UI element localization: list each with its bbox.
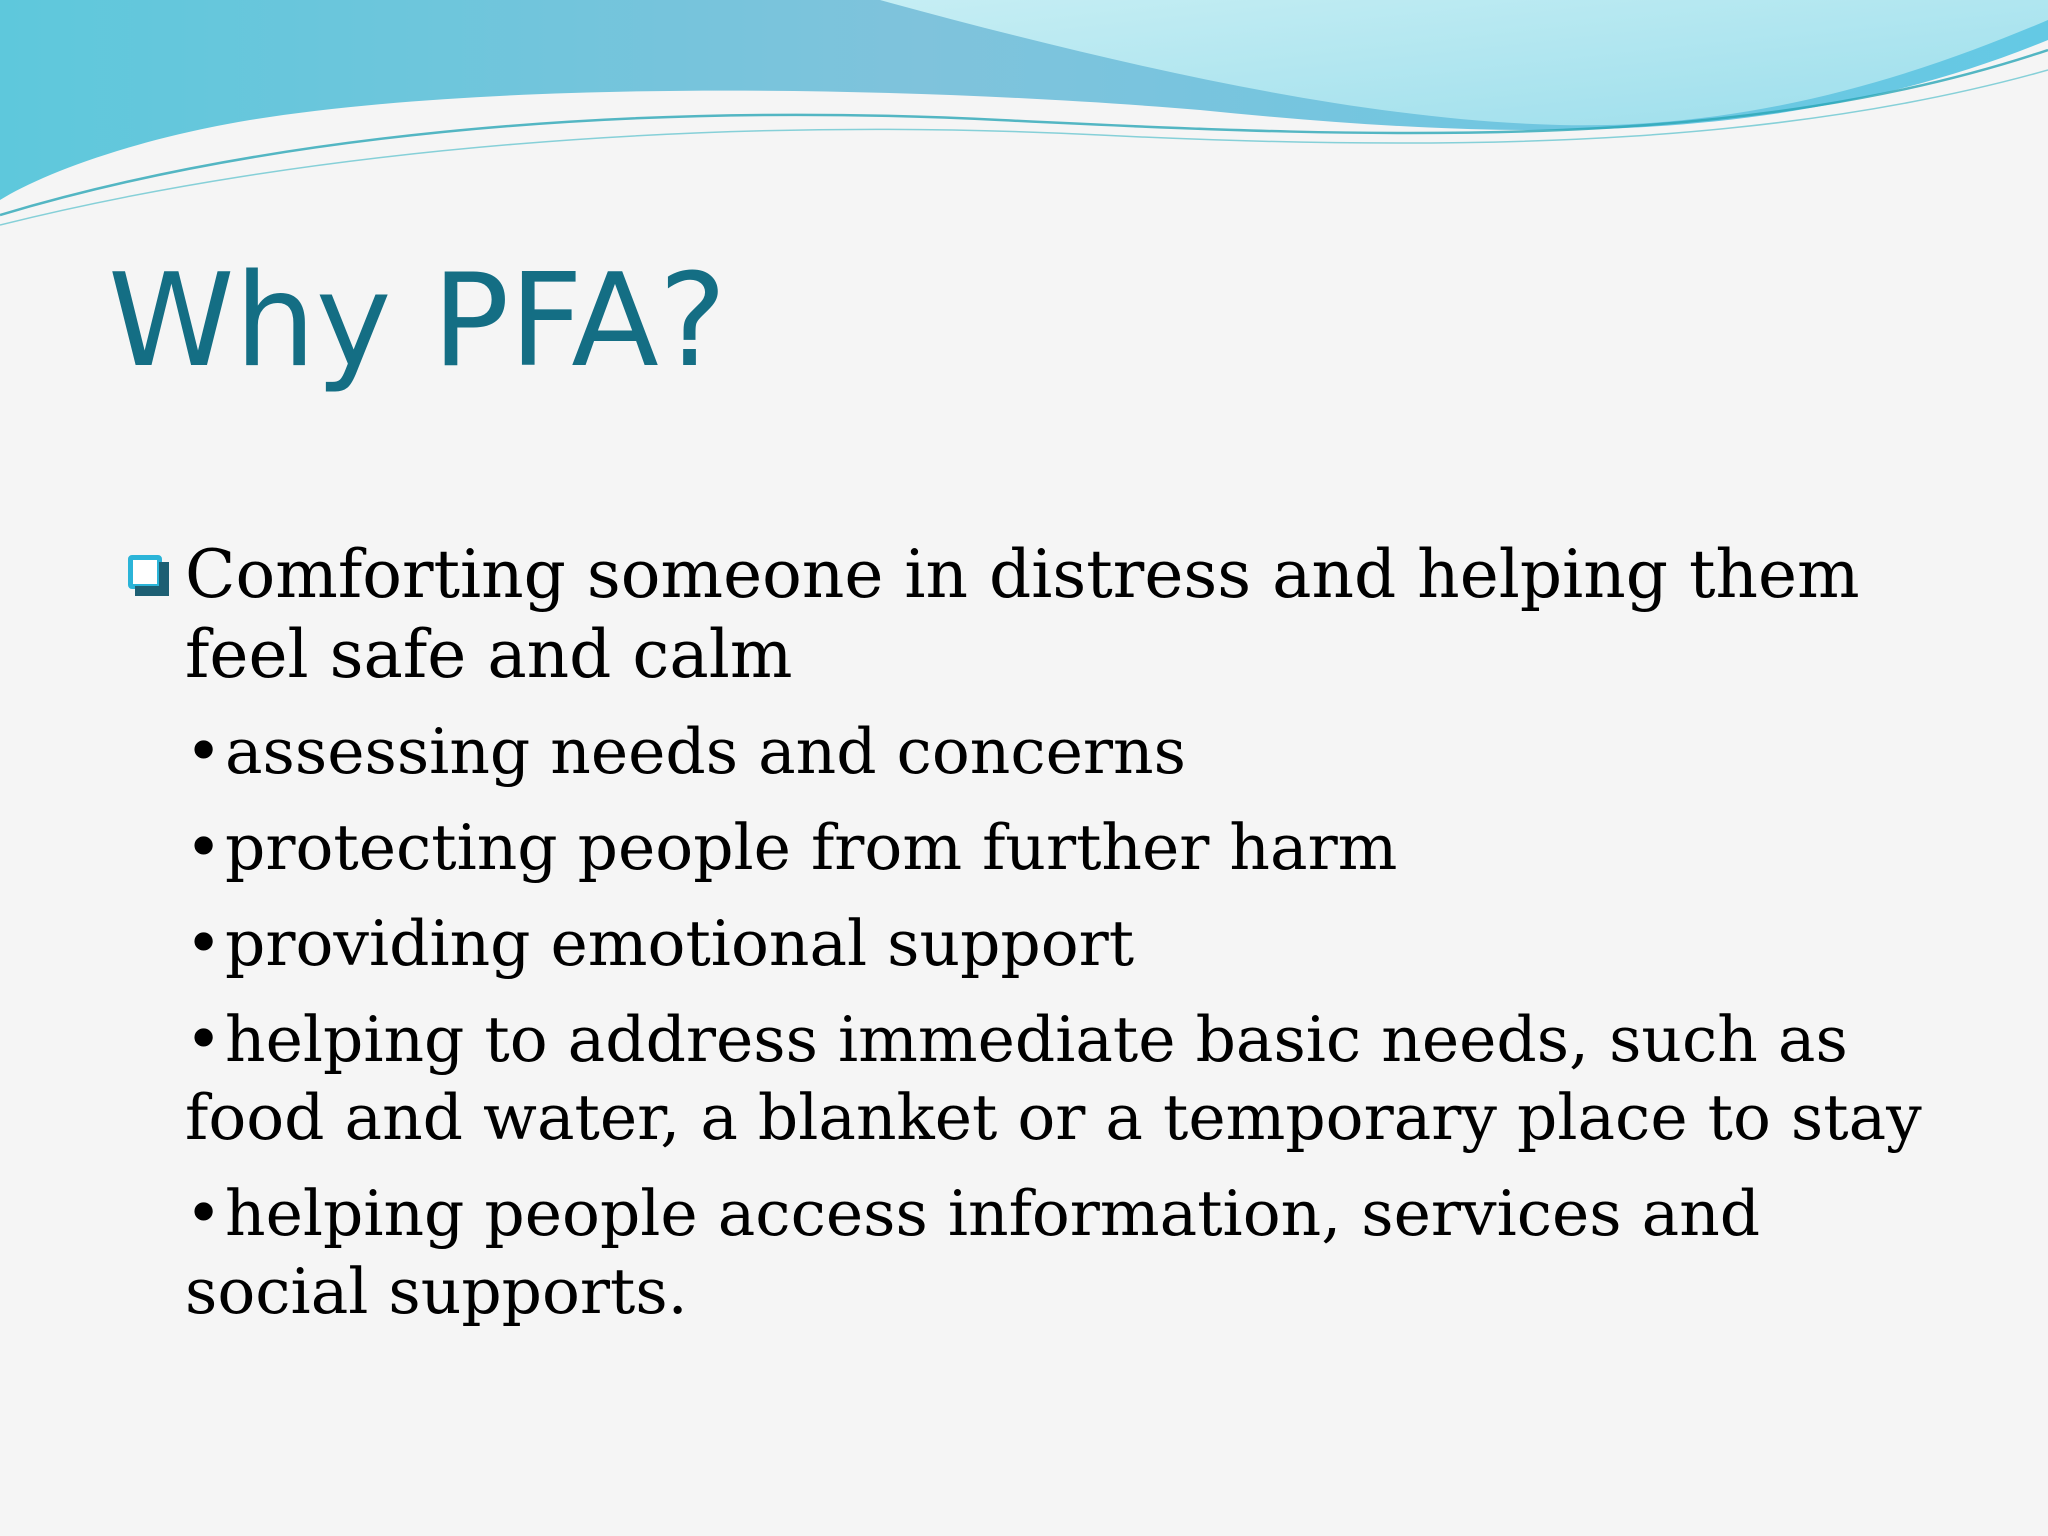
list-item xyxy=(185,1175,1928,1331)
list-item xyxy=(185,713,1928,791)
sub-point-list xyxy=(128,713,1928,1331)
bullet-icon: • xyxy=(185,1003,223,1076)
list-item xyxy=(185,809,1928,887)
list-item xyxy=(185,905,1928,983)
main-point xyxy=(128,535,1928,695)
bullet-icon: • xyxy=(185,715,223,788)
sub-point-text: providing emotional support xyxy=(225,907,1135,980)
slide-title: Why PFA? xyxy=(108,247,727,396)
sub-point-text: protecting people from further harm xyxy=(225,811,1398,884)
header-wave-decoration xyxy=(0,0,2048,240)
checkbox-bullet-icon xyxy=(128,555,162,589)
slide-body xyxy=(128,535,1928,1331)
sub-point-text: helping people access information, services and social supports. xyxy=(185,1177,1761,1328)
main-point-text: Comforting someone in distress and helping them feel safe and calm xyxy=(185,536,1860,693)
sub-point-text: helping to address immediate basic needs, such as food and water, a blanket or a temporary place to stay xyxy=(185,1003,1922,1154)
bullet-icon: • xyxy=(185,811,223,884)
bullet-icon: • xyxy=(185,1177,223,1250)
bullet-icon: • xyxy=(185,907,223,980)
sub-point-text: assessing needs and concerns xyxy=(225,715,1186,788)
list-item xyxy=(185,1001,1928,1157)
